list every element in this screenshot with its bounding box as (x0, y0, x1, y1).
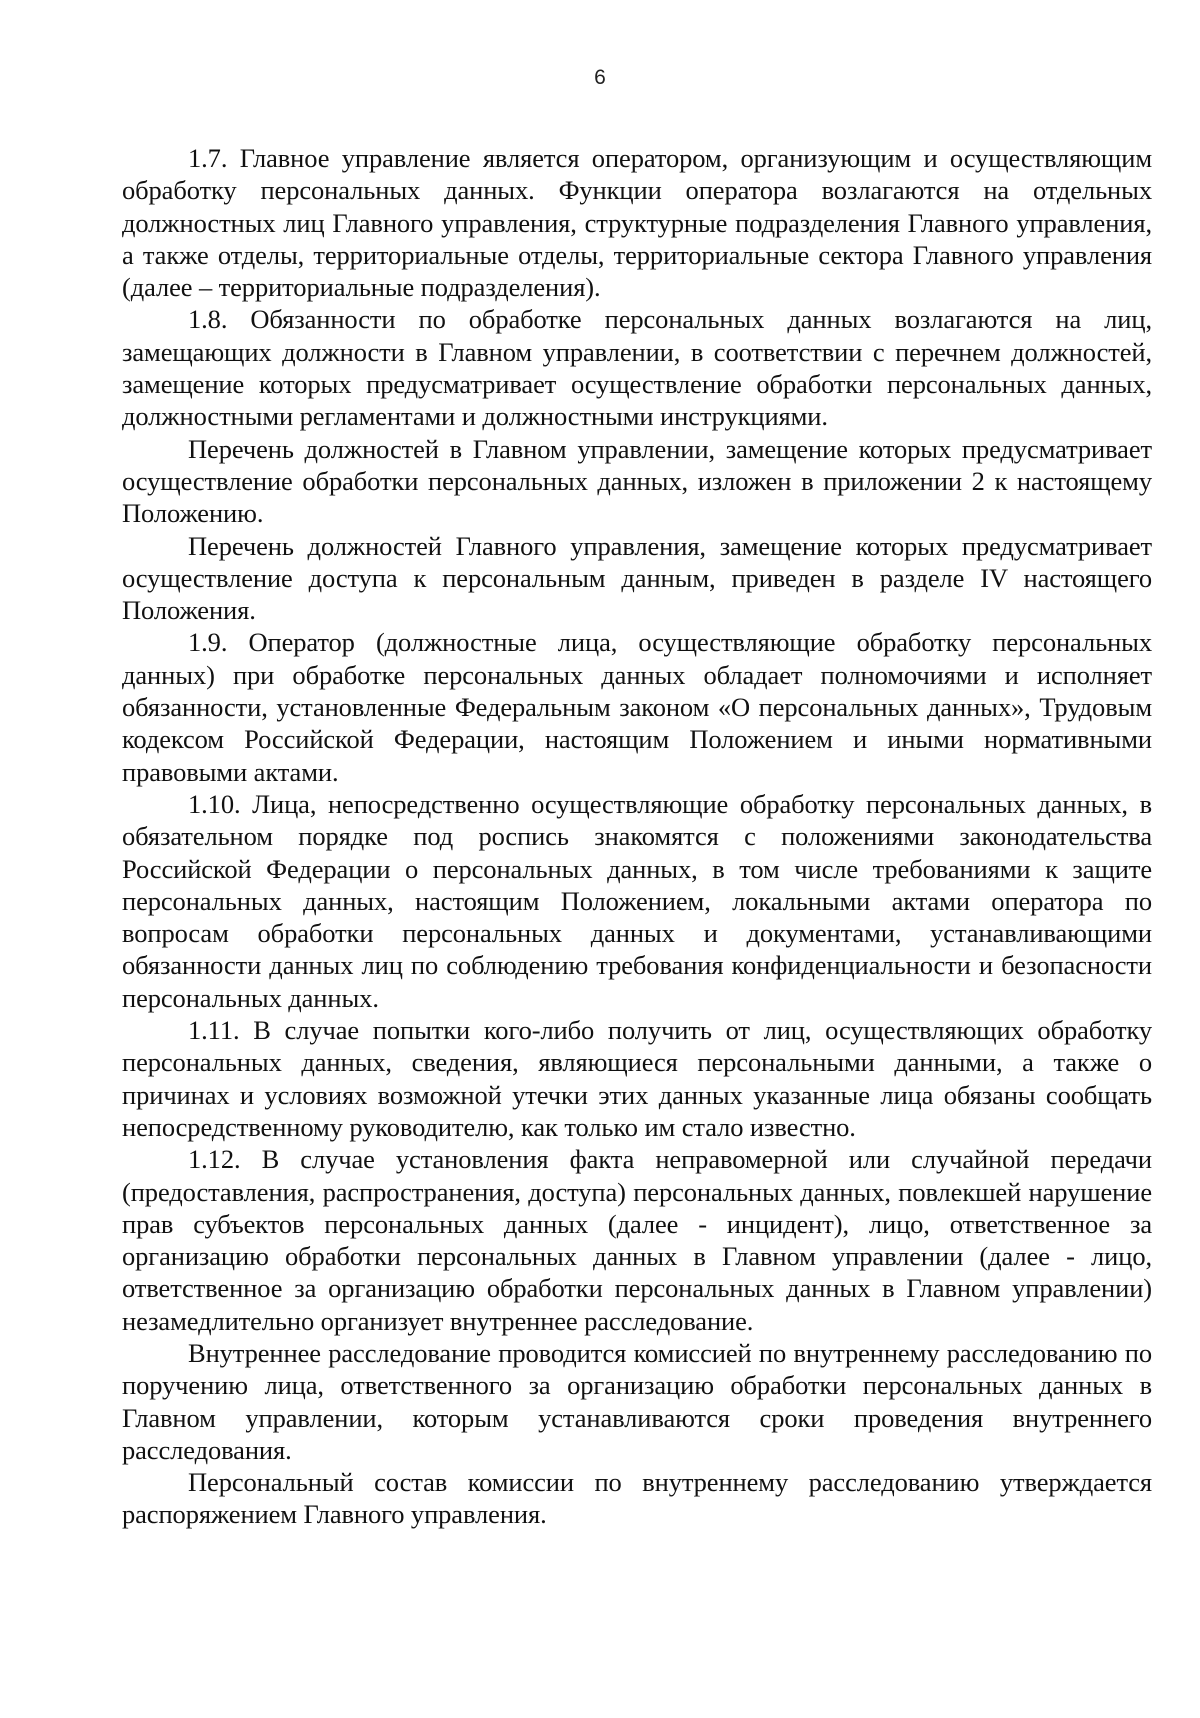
paragraph-1-7: 1.7. Главное управление является оператором, организующим и осуществляющим обработку персональных данных. Функции оператора возлагаются на отдельных должностных лиц Главного управления, структурные подразделения Главного управления, а также отделы, территориальные отделы, территориальные сектора Главного управления (далее – территориальные подразделения). (122, 143, 1152, 303)
paragraph-1-12: 1.12. В случае установления факта неправомерной или случайной передачи (предоставления, распространения, доступа) персональных данных, повлекшей нарушение прав субъектов персональных данных (далее - инцидент), лицо, ответственное за организацию обработки персональных данных в Главном управлении (далее - лицо, ответственное за организацию обработки персональных данных в Главном управлении) незамедлительно организует внутреннее расследование. (122, 1144, 1152, 1336)
paragraph-commission-composition: Персональный состав комиссии по внутреннему расследованию утверждается распоряжением Главного управления. (122, 1467, 1152, 1530)
paragraph-1-8: 1.8. Обязанности по обработке персональных данных возлагаются на лиц, замещающих должности в Главном управлении, в соответствии с перечнем должностей, замещение которых предусматривает осуществление обработки персональных данных, должностными регламентами и должностными инструкциями. (122, 304, 1152, 432)
page-number: 6 (594, 66, 606, 89)
paragraph-internal-investigation: Внутреннее расследование проводится комиссией по внутреннему расследованию по поручению лица, ответственного за организацию обработки персональных данных в Главном управлении, которым устанавливаются сроки проведения внутреннего расследования. (122, 1337, 1152, 1465)
document-body (122, 142, 1152, 1531)
paragraph-1-9: 1.9. Оператор (должностные лица, осуществляющие обработку персональных данных) при обработке персональных данных обладает полномочиями и исполняет обязанности, установленные Федеральным законом «О персональных данных», Трудовым кодексом Российской Федерации, настоящим Положением и иными нормативными правовыми актами. (122, 627, 1152, 787)
paragraph-positions-processing: Перечень должностей в Главном управлении, замещение которых предусматривает осуществление обработки персональных данных, изложен в приложении 2 к настоящему Положению. (122, 433, 1152, 529)
paragraph-positions-access: Перечень должностей Главного управления, замещение которых предусматривает осуществление доступа к персональным данным, приведен в разделе IV настоящего Положения. (122, 530, 1152, 626)
paragraph-1-10: 1.10. Лица, непосредственно осуществляющие обработку персональных данных, в обязательном порядке под роспись знакомятся с положениями законодательства Российской Федерации о персональных данных, в том числе требованиями к защите персональных данных, настоящим Положением, локальными актами оператора по вопросам обработки персональных данных и документами, устанавливающими обязанности данных лиц по соблюдению требования конфиденциальности и безопасности персональных данных. (122, 788, 1152, 1013)
paragraph-1-11: 1.11. В случае попытки кого-либо получить от лиц, осуществляющих обработку персональных данных, сведения, являющиеся персональными данными, а также о причинах и условиях возможной утечки этих данных указанные лица обязаны сообщать непосредственному руководителю, как только им стало известно. (122, 1015, 1152, 1142)
